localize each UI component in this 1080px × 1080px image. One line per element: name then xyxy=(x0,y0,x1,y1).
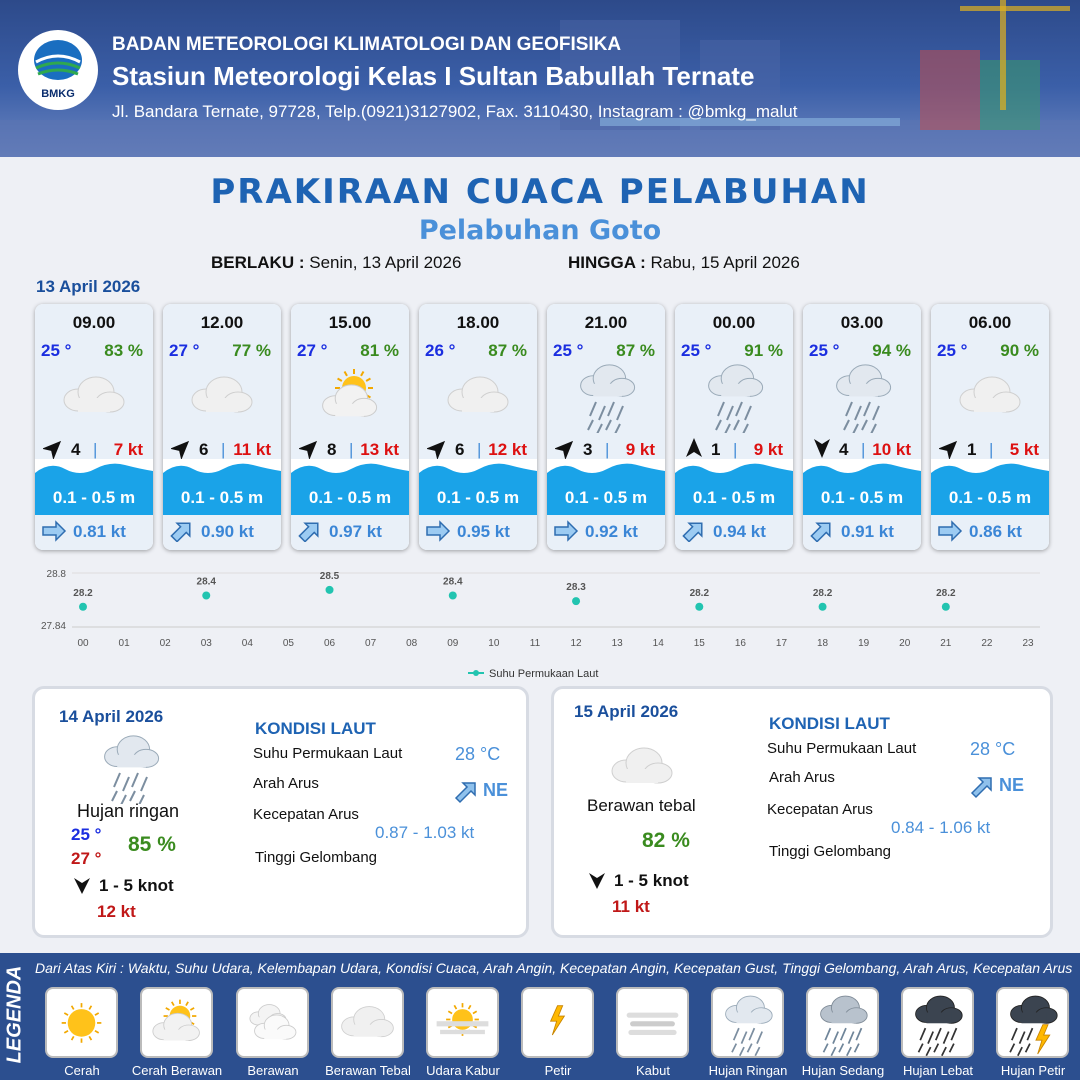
hujan-ringan-icon xyxy=(90,729,170,804)
data-label: 28.2 xyxy=(689,587,710,599)
wave-height: 0.1 - 0.5 m xyxy=(436,488,520,507)
chart-point xyxy=(695,603,703,611)
legend-item xyxy=(426,987,499,1058)
forecast-temp: 27 ° xyxy=(169,341,200,360)
wind-gust: 10 kt xyxy=(872,440,911,459)
wave-height: 0.1 - 0.5 m xyxy=(564,488,648,507)
page-subtitle: Pelabuhan Goto xyxy=(418,215,662,246)
hujan-petir-icon xyxy=(998,989,1067,1056)
current-direction-icon xyxy=(425,520,451,542)
forecast-wind xyxy=(681,437,785,459)
berawan-tebal-icon xyxy=(602,729,682,804)
x-tick-label: 07 xyxy=(365,638,377,649)
data-label: 28.2 xyxy=(812,587,833,599)
wind-separator: | xyxy=(861,440,866,459)
y-tick-label: 28.8 xyxy=(46,569,66,580)
day2-sea-title: KONDISI LAUT xyxy=(255,719,376,738)
legend-note: Dari Atas Kiri : Waktu, Suhu Udara, Kelembapan Udara, Kondisi Cuaca, Arah Angin, Kecepatan Angin, Kecepatan Gust, Tinggi Gelombang, Arah Arus, Kecepatan Arus xyxy=(35,960,1073,976)
wind-direction-icon xyxy=(43,437,65,459)
day2-date: 14 April 2026 xyxy=(59,707,164,726)
current-direction-icon xyxy=(937,520,963,542)
wind-separator: | xyxy=(221,440,226,459)
wave-height: 0.1 - 0.5 m xyxy=(180,488,264,507)
forecast-humidity: 77 % xyxy=(232,341,271,360)
forecast-humidity: 87 % xyxy=(488,341,527,360)
current-direction-icon xyxy=(297,520,323,542)
hujan-lebat-icon xyxy=(903,989,972,1056)
wind-separator: | xyxy=(477,440,482,459)
forecast-current xyxy=(937,519,1047,543)
wind-gust: 13 kt xyxy=(360,440,399,459)
data-label: 28.4 xyxy=(443,576,463,588)
forecast-card xyxy=(803,304,921,550)
forecast-card xyxy=(675,304,793,550)
current-speed: 0.81 kt xyxy=(73,522,126,541)
forecast-card xyxy=(931,304,1049,550)
day3-speed-label: Kecepatan Arus xyxy=(767,801,873,818)
udara-kabur-icon xyxy=(428,989,497,1056)
wind-gust: 12 kt xyxy=(488,440,527,459)
wind-gust: 9 kt xyxy=(753,440,783,459)
legend-item xyxy=(616,987,689,1058)
x-tick-label: 05 xyxy=(282,638,294,649)
forecast-wind xyxy=(425,437,529,459)
hujan-ringan-icon xyxy=(713,989,782,1056)
forecast-time: 21.00 xyxy=(584,313,628,332)
cerah-berawan-icon xyxy=(310,358,390,433)
legend-side-label: LEGENDA xyxy=(3,965,26,1064)
wind-gust: 5 kt xyxy=(1009,440,1039,459)
wave-height: 0.1 - 0.5 m xyxy=(52,488,136,507)
day1-date: 13 April 2026 xyxy=(36,277,141,296)
legend-item xyxy=(45,987,118,1058)
hujan-ringan-icon xyxy=(694,358,774,433)
legend-item-label: Berawan xyxy=(247,1063,299,1078)
x-tick-label: 18 xyxy=(817,638,829,649)
wind-speed: 1 xyxy=(967,440,977,459)
day2-speed-label: Kecepatan Arus xyxy=(253,806,359,823)
legend-item xyxy=(236,987,309,1058)
wind-speed: 6 xyxy=(199,440,209,459)
cerah-icon xyxy=(47,989,116,1056)
wind-speed: 8 xyxy=(327,440,337,459)
legend-side xyxy=(0,953,30,1080)
day2-temp-min: 25 ° xyxy=(71,825,102,844)
wind-speed: 3 xyxy=(583,440,593,459)
legend-item-label: Petir xyxy=(544,1063,572,1078)
chart-point xyxy=(449,592,457,600)
forecast-wind xyxy=(937,437,1041,459)
forecast-card xyxy=(419,304,537,550)
day3-wave-label: Tinggi Gelombang xyxy=(769,843,892,860)
current-speed: 0.90 kt xyxy=(201,522,254,541)
page-title: PRAKIRAAN CUACA PELABUHAN xyxy=(210,172,870,212)
forecast-temp: 25 ° xyxy=(553,341,584,360)
validity-to xyxy=(568,253,800,273)
wind-gust: 9 kt xyxy=(625,440,655,459)
day2-sst-label: Suhu Permukaan Laut xyxy=(253,745,403,762)
wind-speed: 4 xyxy=(839,440,849,459)
x-tick-label: 10 xyxy=(488,638,500,649)
legend-item-label: Berawan Tebal xyxy=(325,1063,411,1078)
legend-item-label: Udara Kabur xyxy=(426,1063,500,1078)
x-tick-label: 00 xyxy=(77,638,89,649)
legend-item-label: Cerah Berawan xyxy=(131,1063,223,1078)
current-direction-icon xyxy=(41,520,67,542)
wind-speed: 1 xyxy=(711,440,721,459)
wind-separator: | xyxy=(93,440,98,459)
legend-item xyxy=(711,987,784,1058)
data-label: 28.2 xyxy=(73,587,93,599)
legend-item-label: Kabut xyxy=(636,1063,670,1078)
chart-point xyxy=(942,603,950,611)
kabut-icon xyxy=(618,989,687,1056)
forecast-time: 06.00 xyxy=(968,313,1012,332)
x-tick-label: 01 xyxy=(118,638,130,649)
x-tick-label: 17 xyxy=(775,638,788,649)
x-tick-label: 19 xyxy=(858,638,870,649)
validity-from-label: BERLAKU : xyxy=(211,253,305,272)
forecast-wind xyxy=(169,437,273,459)
day3-humidity: 82 % xyxy=(642,829,690,852)
forecast-temp: 25 ° xyxy=(937,341,968,360)
header-banner xyxy=(0,0,1080,157)
wind-direction-icon xyxy=(683,437,705,459)
forecast-wind xyxy=(553,437,657,459)
x-tick-label: 23 xyxy=(1022,638,1034,649)
x-tick-label: 03 xyxy=(200,638,212,649)
wind-separator: | xyxy=(605,440,610,459)
sst-chart xyxy=(0,560,1080,684)
cerah-berawan-icon xyxy=(142,989,211,1056)
petir-icon xyxy=(523,989,592,1056)
forecast-humidity: 81 % xyxy=(360,341,399,360)
berawan-tebal-icon xyxy=(950,358,1030,433)
forecast-humidity: 91 % xyxy=(744,341,783,360)
forecast-card xyxy=(547,304,665,550)
wind-direction-icon xyxy=(73,877,91,895)
day2-wind: 1 - 5 knot xyxy=(99,876,174,895)
day2-condition: Hujan ringan xyxy=(77,801,180,821)
current-direction-icon xyxy=(553,520,579,542)
current-speed: 0.91 kt xyxy=(841,522,894,541)
data-label: 28.2 xyxy=(936,587,956,599)
day3-sst-value: 28 °C xyxy=(970,739,1016,759)
day2-wave-label: Tinggi Gelombang xyxy=(255,849,378,866)
wind-direction-icon xyxy=(555,437,577,459)
day2-speed-value: 0.87 - 1.03 kt xyxy=(375,823,475,842)
x-tick-label: 20 xyxy=(899,638,911,649)
legend-item-label: Hujan Lebat xyxy=(902,1063,974,1078)
validity-from-value: Senin, 13 April 2026 xyxy=(309,253,462,272)
wind-speed: 6 xyxy=(455,440,465,459)
forecast-humidity: 87 % xyxy=(616,341,655,360)
wave-height: 0.1 - 0.5 m xyxy=(308,488,392,507)
berawan-tebal-icon xyxy=(54,358,134,433)
y-tick-label: 27.84 xyxy=(40,621,66,632)
forecast-humidity: 90 % xyxy=(1000,341,1039,360)
forecast-temp: 27 ° xyxy=(297,341,328,360)
x-tick-label: 16 xyxy=(734,638,746,649)
day2-humidity: 85 % xyxy=(128,833,176,856)
berawan-tebal-icon xyxy=(182,358,262,433)
current-speed: 0.94 kt xyxy=(713,522,766,541)
day2-dir-value: NE xyxy=(483,780,509,800)
logo-text: BMKG xyxy=(41,88,75,100)
current-direction-icon xyxy=(453,779,479,805)
day2-dir-label: Arah Arus xyxy=(253,775,319,792)
day3-speed-value: 0.84 - 1.06 kt xyxy=(891,818,991,837)
day3-wind: 1 - 5 knot xyxy=(614,871,689,890)
data-label: 28.4 xyxy=(196,576,216,588)
hujan-sedang-icon xyxy=(808,989,877,1056)
current-speed: 0.97 kt xyxy=(329,522,382,541)
wave-height: 0.1 - 0.5 m xyxy=(820,488,904,507)
current-direction-icon xyxy=(969,774,995,800)
current-speed: 0.86 kt xyxy=(969,522,1022,541)
station-address: Jl. Bandara Ternate, 97728, Telp.(0921)3127902, Fax. 3110430, Instagram : @bmkg_malut xyxy=(112,102,798,121)
data-label: 28.3 xyxy=(566,582,586,594)
x-tick-label: 12 xyxy=(570,638,582,649)
x-tick-label: 21 xyxy=(940,638,952,649)
wind-direction-icon xyxy=(427,437,449,459)
day3-date: 15 April 2026 xyxy=(574,702,679,721)
forecast-temp: 25 ° xyxy=(681,341,712,360)
forecast-cards xyxy=(35,304,1051,550)
legend-series-name: Suhu Permukaan Laut xyxy=(489,668,599,680)
forecast-wind xyxy=(297,437,401,459)
day3-panel xyxy=(551,686,1053,938)
forecast-time: 18.00 xyxy=(456,313,500,332)
legend-item xyxy=(521,987,594,1058)
x-tick-label: 09 xyxy=(447,638,459,649)
day3-sea-title: KONDISI LAUT xyxy=(769,714,890,733)
legend-item xyxy=(996,987,1069,1058)
day3-dir-value: NE xyxy=(999,775,1025,795)
forecast-time: 09.00 xyxy=(72,313,116,332)
chart-point xyxy=(202,592,210,600)
berawan-icon xyxy=(238,989,307,1056)
day3-gust: 11 kt xyxy=(612,897,650,916)
forecast-current xyxy=(41,519,151,543)
forecast-wind xyxy=(41,437,145,459)
current-speed: 0.92 kt xyxy=(585,522,638,541)
day3-sst-label: Suhu Permukaan Laut xyxy=(767,740,917,757)
bmkg-logo-icon xyxy=(18,30,98,90)
data-label: 28.5 xyxy=(319,570,340,582)
x-tick-label: 22 xyxy=(981,638,993,649)
forecast-time: 15.00 xyxy=(328,313,372,332)
day2-panel xyxy=(32,686,529,938)
forecast-current xyxy=(169,519,279,543)
forecast-card xyxy=(291,304,409,550)
validity-to-label: HINGGA : xyxy=(568,253,646,272)
chart-point xyxy=(572,597,580,605)
forecast-temp: 25 ° xyxy=(809,341,840,360)
hujan-ringan-icon xyxy=(822,358,902,433)
forecast-humidity: 83 % xyxy=(104,341,143,360)
station-name: Stasiun Meteorologi Kelas I Sultan Babullah Ternate xyxy=(112,61,755,91)
day2-temp-max: 27 ° xyxy=(71,849,102,868)
org-name: BADAN METEOROLOGI KLIMATOLOGI DAN GEOFISIKA xyxy=(112,34,622,55)
hujan-ringan-icon xyxy=(566,358,646,433)
wind-separator: | xyxy=(733,440,738,459)
current-direction-icon xyxy=(681,520,707,542)
wind-gust: 7 kt xyxy=(113,440,143,459)
wave-height: 0.1 - 0.5 m xyxy=(692,488,776,507)
wind-direction-icon xyxy=(171,437,193,459)
current-direction-icon xyxy=(169,520,195,542)
legend-item-label: Hujan Petir xyxy=(1000,1063,1066,1078)
berawan-tebal-icon xyxy=(438,358,518,433)
x-tick-label: 06 xyxy=(323,638,336,649)
wave-height: 0.1 - 0.5 m xyxy=(948,488,1032,507)
forecast-current xyxy=(425,519,535,543)
chart-point xyxy=(326,586,334,594)
x-tick-label: 04 xyxy=(241,638,253,649)
forecast-time: 03.00 xyxy=(840,313,884,332)
forecast-wind xyxy=(809,437,913,459)
forecast-temp: 26 ° xyxy=(425,341,456,360)
day3-dir-label: Arah Arus xyxy=(769,769,835,786)
x-tick-label: 11 xyxy=(529,638,541,649)
legend-item-label: Hujan Sedang xyxy=(801,1063,885,1078)
wind-separator: | xyxy=(989,440,994,459)
current-direction-icon xyxy=(809,520,835,542)
validity-to-value: Rabu, 15 April 2026 xyxy=(650,253,800,272)
x-tick-label: 15 xyxy=(693,638,705,649)
wind-direction-icon xyxy=(588,872,606,890)
wind-direction-icon xyxy=(299,437,321,459)
legend-item xyxy=(331,987,404,1058)
wind-separator: | xyxy=(349,440,354,459)
legend-item xyxy=(140,987,213,1058)
chart-point xyxy=(819,603,827,611)
wind-gust: 11 kt xyxy=(233,440,271,459)
current-speed: 0.95 kt xyxy=(457,522,510,541)
forecast-time: 00.00 xyxy=(712,313,756,332)
forecast-humidity: 94 % xyxy=(872,341,911,360)
forecast-temp: 25 ° xyxy=(41,341,72,360)
legend-item-label: Cerah xyxy=(64,1063,100,1078)
validity-from xyxy=(211,253,461,273)
x-tick-label: 02 xyxy=(159,638,171,649)
wind-direction-icon xyxy=(939,437,961,459)
berawan-tebal-icon xyxy=(333,989,402,1056)
bmkg-logo xyxy=(18,30,98,110)
forecast-card xyxy=(163,304,281,550)
forecast-current xyxy=(297,519,407,543)
forecast-current xyxy=(553,519,663,543)
chart-point xyxy=(79,603,87,611)
day2-gust: 12 kt xyxy=(97,902,136,921)
wind-direction-icon xyxy=(811,437,833,459)
legend-panel xyxy=(0,953,1080,1080)
legend-item-label: Hujan Ringan xyxy=(708,1063,788,1078)
x-tick-label: 13 xyxy=(611,638,623,649)
legend-marker xyxy=(473,670,479,676)
forecast-card xyxy=(35,304,153,550)
forecast-time: 12.00 xyxy=(200,313,244,332)
legend-item xyxy=(806,987,879,1058)
day3-condition: Berawan tebal xyxy=(587,796,696,815)
day2-sst-value: 28 °C xyxy=(455,744,501,764)
forecast-current xyxy=(809,519,919,543)
x-tick-label: 08 xyxy=(406,638,418,649)
x-tick-label: 14 xyxy=(652,638,664,649)
forecast-current xyxy=(681,519,791,543)
legend-item xyxy=(901,987,974,1058)
wind-speed: 4 xyxy=(71,440,81,459)
